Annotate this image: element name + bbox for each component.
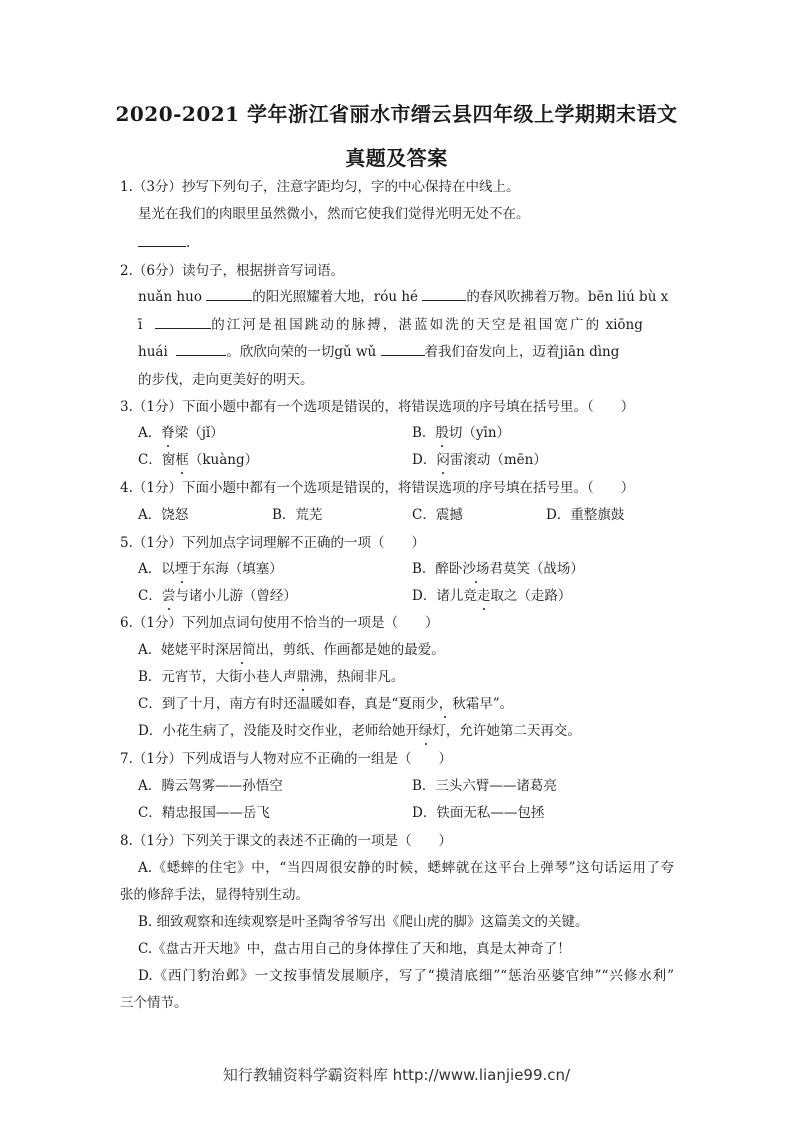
q5-a-dotted: 堙 (174, 561, 189, 577)
q8-option-a-line2: 张的修辞手法，显得特别生动。 (120, 887, 309, 903)
q5-a-prefix: A．以 (138, 561, 175, 577)
q6-b-dotted: 声鼎沸 (282, 669, 324, 685)
q2-pinyin-5: gǔ wǔ (334, 344, 377, 360)
q2-pinyin-1: nuǎn huo (138, 289, 202, 305)
q5-b-prefix: B．醉卧 (412, 561, 463, 577)
q8-stem: 8.（1分）下列关于课文的表述不正确的一项是（ ） (120, 833, 452, 849)
q2-line2 (138, 316, 643, 334)
q1-end-mark: . (186, 235, 191, 251)
page-title-line1: 2020-2021 学年浙江省丽水市缙云县四年级上学期期末语文 (115, 102, 678, 126)
q2-line1 (138, 288, 668, 306)
q6-a-rest: ，剪纸、作画都是她的最爱。 (269, 642, 445, 658)
q3-c-rest: （kuàng） (188, 452, 259, 468)
footer-watermark: 知行教辅资料学霸资料库 http://www.lianjie99.cn/ (222, 1066, 571, 1084)
q2-pinyin-6: jiān dìng (559, 344, 620, 360)
q3-b-prefix: B． (412, 425, 436, 441)
q5-option-a[interactable] (138, 560, 283, 578)
q6-option-d[interactable] (138, 722, 581, 740)
q3-c-dotted: 框 (175, 452, 189, 468)
q2-pinyin-2: róu hé (373, 289, 419, 305)
q2-pinyin-3b: ī (138, 317, 143, 333)
q3-b-rest: 切（yīn） (448, 425, 511, 441)
q3-option-b[interactable] (412, 424, 510, 442)
q4-option-d[interactable]: D．重整旗鼓 (546, 507, 625, 523)
q3-option-d[interactable] (412, 451, 547, 469)
q3-stem: 3.（1分）下面小题中都有一个选项是错误的，将错误选项的序号填在括号里。（ ） (120, 399, 635, 415)
q5-option-d[interactable] (412, 587, 571, 605)
q4-option-c[interactable]: C．震撼 (412, 507, 463, 523)
q3-a-rest: 梁（jǐ） (174, 425, 224, 441)
q2-pinyin-4a: xiōng (605, 317, 643, 333)
q2-line3 (138, 343, 619, 361)
q5-c-prefix: C． (138, 588, 162, 604)
q7-stem: 7.（1分）下列成语与人物对应不正确的一组是（ ） (120, 751, 452, 767)
q6-b-prefix: B．元宵节，大街小巷人 (138, 669, 283, 685)
page-title-line2: 真题及答案 (345, 146, 448, 170)
q1-sentence: 星光在我们的肉眼里虽然微小，然而它使我们觉得光明无处不在。 (138, 206, 530, 222)
q4-stem: 4.（1分）下面小题中都有一个选项是错误的，将错误选项的序号填在括号里。（ ） (120, 480, 635, 496)
q5-stem: 5.（1分）下列加点字词理解不正确的一项（ ） (120, 535, 425, 551)
q3-d-rest: 雷滚动（mēn） (449, 452, 547, 468)
q6-c-dotted: 夏雨少，秋霜早 (398, 696, 493, 712)
q3-option-a[interactable] (138, 424, 224, 442)
q5-a-rest: 于东海（填塞） (188, 561, 283, 577)
q3-d-prefix: D． (412, 452, 437, 468)
q2-blank-1[interactable] (206, 288, 252, 301)
q1-stem: 1.（3分）抄写下列句子，注意字距均匀，字的中心保持在中线上。 (120, 179, 520, 195)
q5-option-c[interactable] (138, 587, 297, 605)
q7-option-c[interactable]: C．精忠报国——岳飞 (138, 805, 270, 821)
q6-b-rest: ，热闹非凡。 (323, 669, 405, 685)
q8-option-a-line1[interactable]: A.《蟋蟀的住宅》中，“当四周很安静的时候，蟋蟀就在这平台上弹琴”这句话运用了夸 (138, 860, 674, 876)
q2-stem: 2.（6分）读句子，根据拼音写词语。 (120, 263, 344, 279)
q2-text-5: 着我们奋发向上，迈着 (424, 344, 560, 360)
q2-line4: 的步伐，走向更美好的明天。 (138, 372, 314, 388)
q5-b-dotted: 沙场 (462, 561, 490, 577)
q7-option-b[interactable]: B．三头六臂——诸葛亮 (412, 778, 557, 794)
q5-c-dotted: 尝 (161, 588, 176, 604)
q5-d-rest: 取之（走路） (490, 588, 572, 604)
q6-c-rest: ”。 (492, 696, 514, 712)
q3-a-prefix: A． (138, 425, 162, 441)
q6-stem: 6.（1分）下列加点词句使用不恰当的一项是（ ） (120, 615, 439, 631)
q1-answer-line (138, 234, 190, 252)
q2-text-1: 的阳光照耀着大地， (252, 289, 374, 305)
q6-c-prefix: C．到了十月，南方有时还温暖如春，真是“ (138, 696, 399, 712)
q2-blank-5[interactable] (381, 343, 425, 356)
q8-option-c[interactable]: C.《盘古开天地》中，盘古用自己的身体撑住了天和地，真是太神奇了！ (138, 941, 571, 957)
q7-option-d[interactable]: D．铁面无私——包拯 (412, 805, 545, 821)
q5-d-prefix: D．诸儿竞 (412, 588, 477, 604)
q2-text-4: 。欣欣向荣的一切 (226, 344, 335, 360)
q3-d-dotted: 闷 (436, 452, 450, 468)
q6-a-prefix: A．姥姥平时 (138, 642, 216, 658)
q7-option-a[interactable]: A．腾云驾雾——孙悟空 (138, 778, 283, 794)
q8-option-b[interactable]: B. 细致观察和连续观察是叶圣陶爷爷写出《爬山虎的脚》这篇美文的关键。 (138, 914, 589, 930)
q3-b-dotted: 殷 (435, 425, 449, 441)
q3-c-prefix: C．窗 (138, 452, 176, 468)
q5-d-dotted: 走 (476, 588, 491, 604)
q6-option-c[interactable] (138, 695, 513, 713)
q6-d-dotted: 开绿灯 (405, 723, 446, 739)
q8-option-d-line1[interactable]: D.《西门豹治邺》一文按事情发展顺序，写了“摸清底细”“惩治巫婆官绅”“兴修水利” (138, 968, 674, 984)
q4-option-a[interactable]: A．饶怒 (138, 507, 189, 523)
q3-option-c[interactable] (138, 451, 258, 469)
q2-blank-3[interactable] (155, 316, 211, 329)
q6-option-a[interactable] (138, 641, 445, 659)
q5-c-rest: 与诸小儿游（曾经） (175, 588, 297, 604)
q8-option-d-line2: 三个情节。 (120, 995, 188, 1011)
q2-text-2: 的春风吹拂着万物。 (466, 289, 588, 305)
q5-option-b[interactable] (412, 560, 584, 578)
q5-b-rest: 君莫笑（战场） (489, 561, 584, 577)
q2-pinyin-4b: huái (138, 344, 168, 360)
q6-d-rest: ，允许她第二天再交。 (445, 723, 581, 739)
q6-a-dotted: 深居简出 (215, 642, 270, 658)
q4-option-b[interactable]: B．荒芜 (272, 507, 323, 523)
q3-a-dotted: 脊 (161, 425, 175, 441)
q6-d-prefix: D．小花生病了，没能及时交作业，老师给她 (138, 723, 406, 739)
q1-answer-blank[interactable] (138, 234, 186, 247)
q6-option-b[interactable] (138, 668, 404, 686)
q2-text-3: 的江河是祖国跳动的脉搏，湛蓝如洗的天空是祖国宽广的 (211, 317, 602, 333)
q2-blank-2[interactable] (422, 288, 466, 301)
q2-blank-4[interactable] (176, 343, 226, 356)
q2-pinyin-3a: bēn liú bù x (587, 289, 669, 305)
